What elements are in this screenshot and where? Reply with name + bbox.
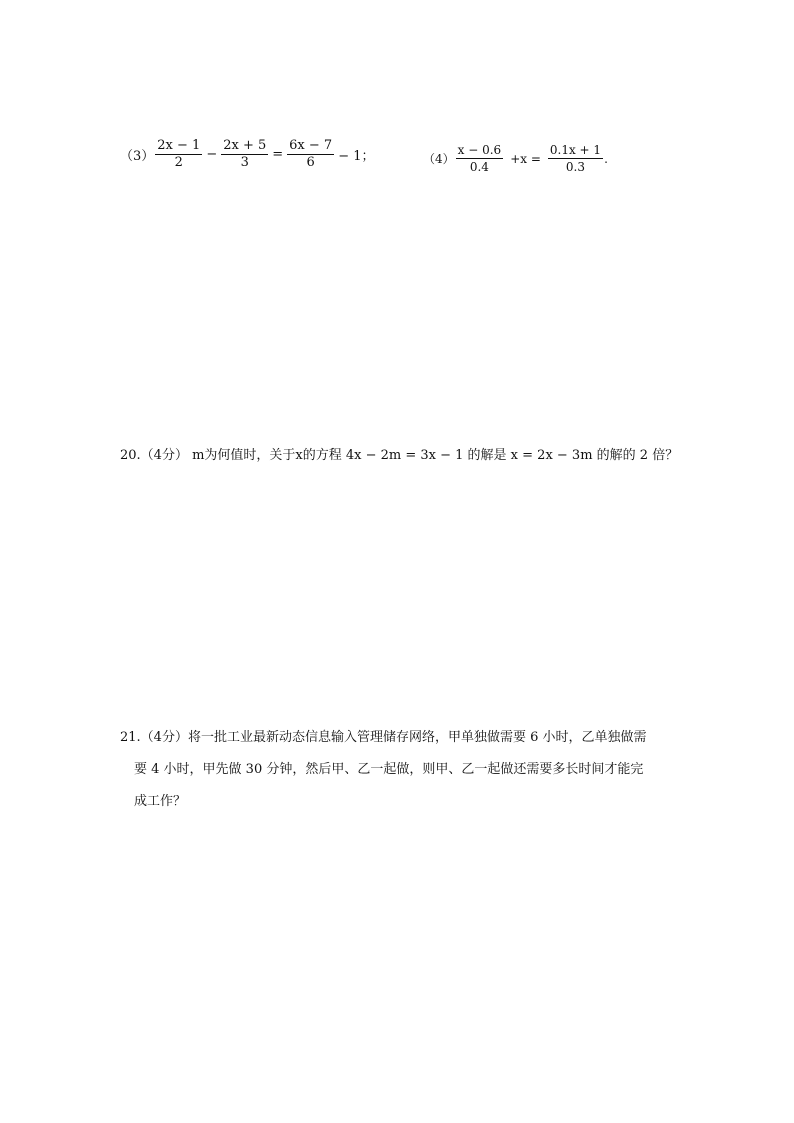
fraction-5 <box>548 142 603 175</box>
operator-equals: = <box>272 147 284 162</box>
fraction-1-denominator: 2 <box>174 155 183 170</box>
equation-part-3 <box>120 138 377 171</box>
equation-part-4 <box>423 142 608 175</box>
part-3-label: （3） <box>120 149 155 164</box>
problem-20 <box>120 440 678 472</box>
fraction-3-denominator: 6 <box>306 155 315 170</box>
fraction-3-numerator: 6x − 7 <box>289 138 333 153</box>
fraction-2-numerator: 2x + 5 <box>223 138 267 153</box>
equation-tail: . <box>604 151 608 166</box>
fraction-3 <box>287 138 334 171</box>
equation-middle: +x = <box>510 151 541 166</box>
problem-21-line-1: 21.（4分）将一批工业最新动态信息输入管理储存网络，甲单独做需要 6 小时，乙单独做需 <box>120 730 647 745</box>
fraction-4 <box>456 142 504 175</box>
equation-tail: − 1； <box>338 149 375 164</box>
problem-20-text: 20.（4分） m为何值时，关于x的方程 4x − 2m = 3x − 1 的解是 x = 2x − 3m 的解的 2 倍？ <box>120 448 679 463</box>
part-4-label: （4） <box>423 152 455 166</box>
fraction-5-numerator: 0.1x + 1 <box>549 143 602 157</box>
operator-minus: − <box>206 147 218 162</box>
problem-21-line-2: 要 4 小时，甲先做 30 分钟，然后甲、乙一起做，则甲、乙一起做还需要多长时间才能完 <box>134 762 644 777</box>
fraction-4-denominator: 0.4 <box>469 160 489 174</box>
fraction-2 <box>221 138 268 171</box>
fraction-4-numerator: x − 0.6 <box>457 143 502 157</box>
fraction-5-denominator: 0.3 <box>565 160 586 174</box>
fraction-1 <box>155 138 202 171</box>
problem-21 <box>120 722 646 818</box>
problem-21-line-3: 成工作？ <box>134 794 187 809</box>
fraction-2-denominator: 3 <box>240 155 249 170</box>
fraction-1-numerator: 2x − 1 <box>157 138 201 153</box>
